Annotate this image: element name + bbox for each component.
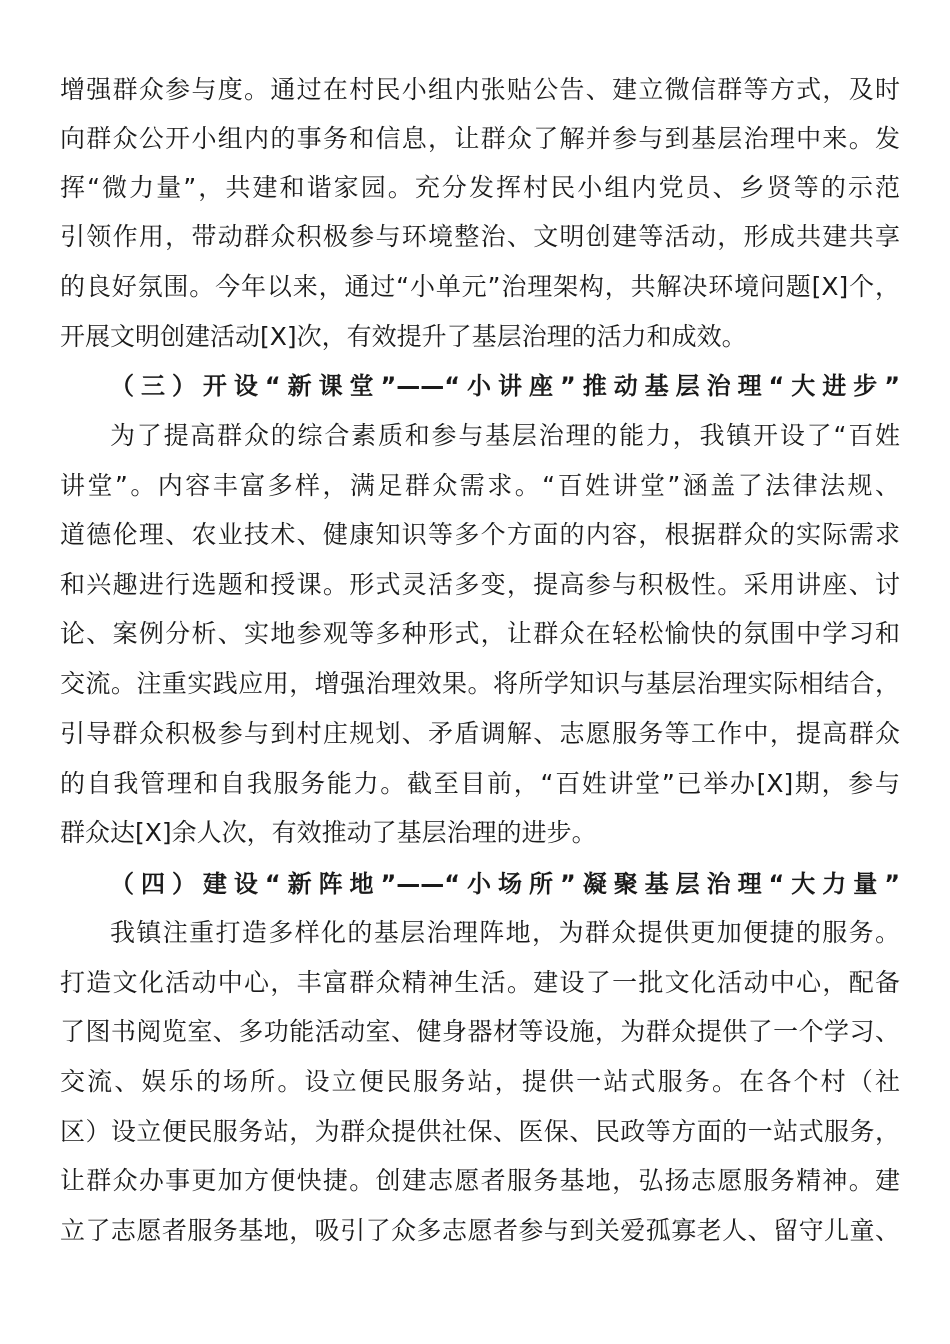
body-text-line: 的自我管理和自我服务能力。截至目前，“百姓讲堂”已举办[X]期，参与 — [60, 769, 900, 798]
paragraph-first-line: 为了提高群众的综合素质和参与基层治理的能力，我镇开设了“百姓 — [110, 421, 900, 450]
body-text-line: 开展文明创建活动[X]次，有效提升了基层治理的活力和成效。 — [60, 322, 747, 351]
body-text-line: 交流、娱乐的场所。设立便民服务站，提供一站式服务。在各个村（社 — [60, 1067, 900, 1096]
body-text-line: 引导群众积极参与到村庄规划、矛盾调解、志愿服务等工作中，提高群众 — [60, 719, 900, 748]
body-text-line: 增强群众参与度。通过在村民小组内张贴公告、建立微信群等方式，及时 — [60, 75, 900, 104]
body-text-line: 让群众办事更加方便快捷。创建志愿者服务基地，弘扬志愿服务精神。建 — [60, 1166, 900, 1195]
body-text-line: 讲堂”。内容丰富多样，满足群众需求。“百姓讲堂”涵盖了法律法规、 — [60, 471, 900, 500]
body-text-line: 交流。注重实践应用，增强治理效果。将所学知识与基层治理实际相结合， — [60, 669, 900, 698]
body-text-line: 立了志愿者服务基地，吸引了众多志愿者参与到关爱孤寡老人、留守儿童、 — [60, 1216, 900, 1245]
body-text-line: 引领作用，带动群众积极参与环境整治、文明创建等活动，形成共建共享 — [60, 222, 900, 251]
body-text-line: 打造文化活动中心，丰富群众精神生活。建设了一批文化活动中心，配备 — [60, 968, 900, 997]
body-text-line: 区）设立便民服务站，为群众提供社保、医保、民政等方面的一站式服务， — [60, 1117, 900, 1146]
body-text-line: 群众达[X]余人次，有效推动了基层治理的进步。 — [60, 818, 597, 847]
body-text-line: 道德伦理、农业技术、健康知识等多个方面的内容，根据群众的实际需求 — [60, 520, 900, 549]
section-heading-3: （三）开设“新课堂”——“小讲座”推动基层治理“大进步” — [110, 372, 900, 400]
section-heading-4: （四）建设“新阵地”——“小场所”凝聚基层治理“大力量” — [110, 870, 900, 898]
body-text-line: 和兴趣进行选题和授课。形式灵活多变，提高参与积极性。采用讲座、讨 — [60, 570, 900, 599]
body-text-line: 论、案例分析、实地参观等多种形式，让群众在轻松愉快的氛围中学习和 — [60, 619, 900, 648]
body-text-line: 的良好氛围。今年以来，通过“小单元”治理架构，共解决环境问题[X]个， — [60, 272, 900, 301]
paragraph-first-line: 我镇注重打造多样化的基层治理阵地，为群众提供更加便捷的服务。 — [110, 918, 900, 947]
body-text-line: 向群众公开小组内的事务和信息，让群众了解并参与到基层治理中来。发 — [60, 124, 900, 153]
body-text-line: 挥“微力量”，共建和谐家园。充分发挥村民小组内党员、乡贤等的示范 — [60, 173, 900, 202]
body-text-line: 了图书阅览室、多功能活动室、健身器材等设施，为群众提供了一个学习、 — [60, 1017, 900, 1046]
